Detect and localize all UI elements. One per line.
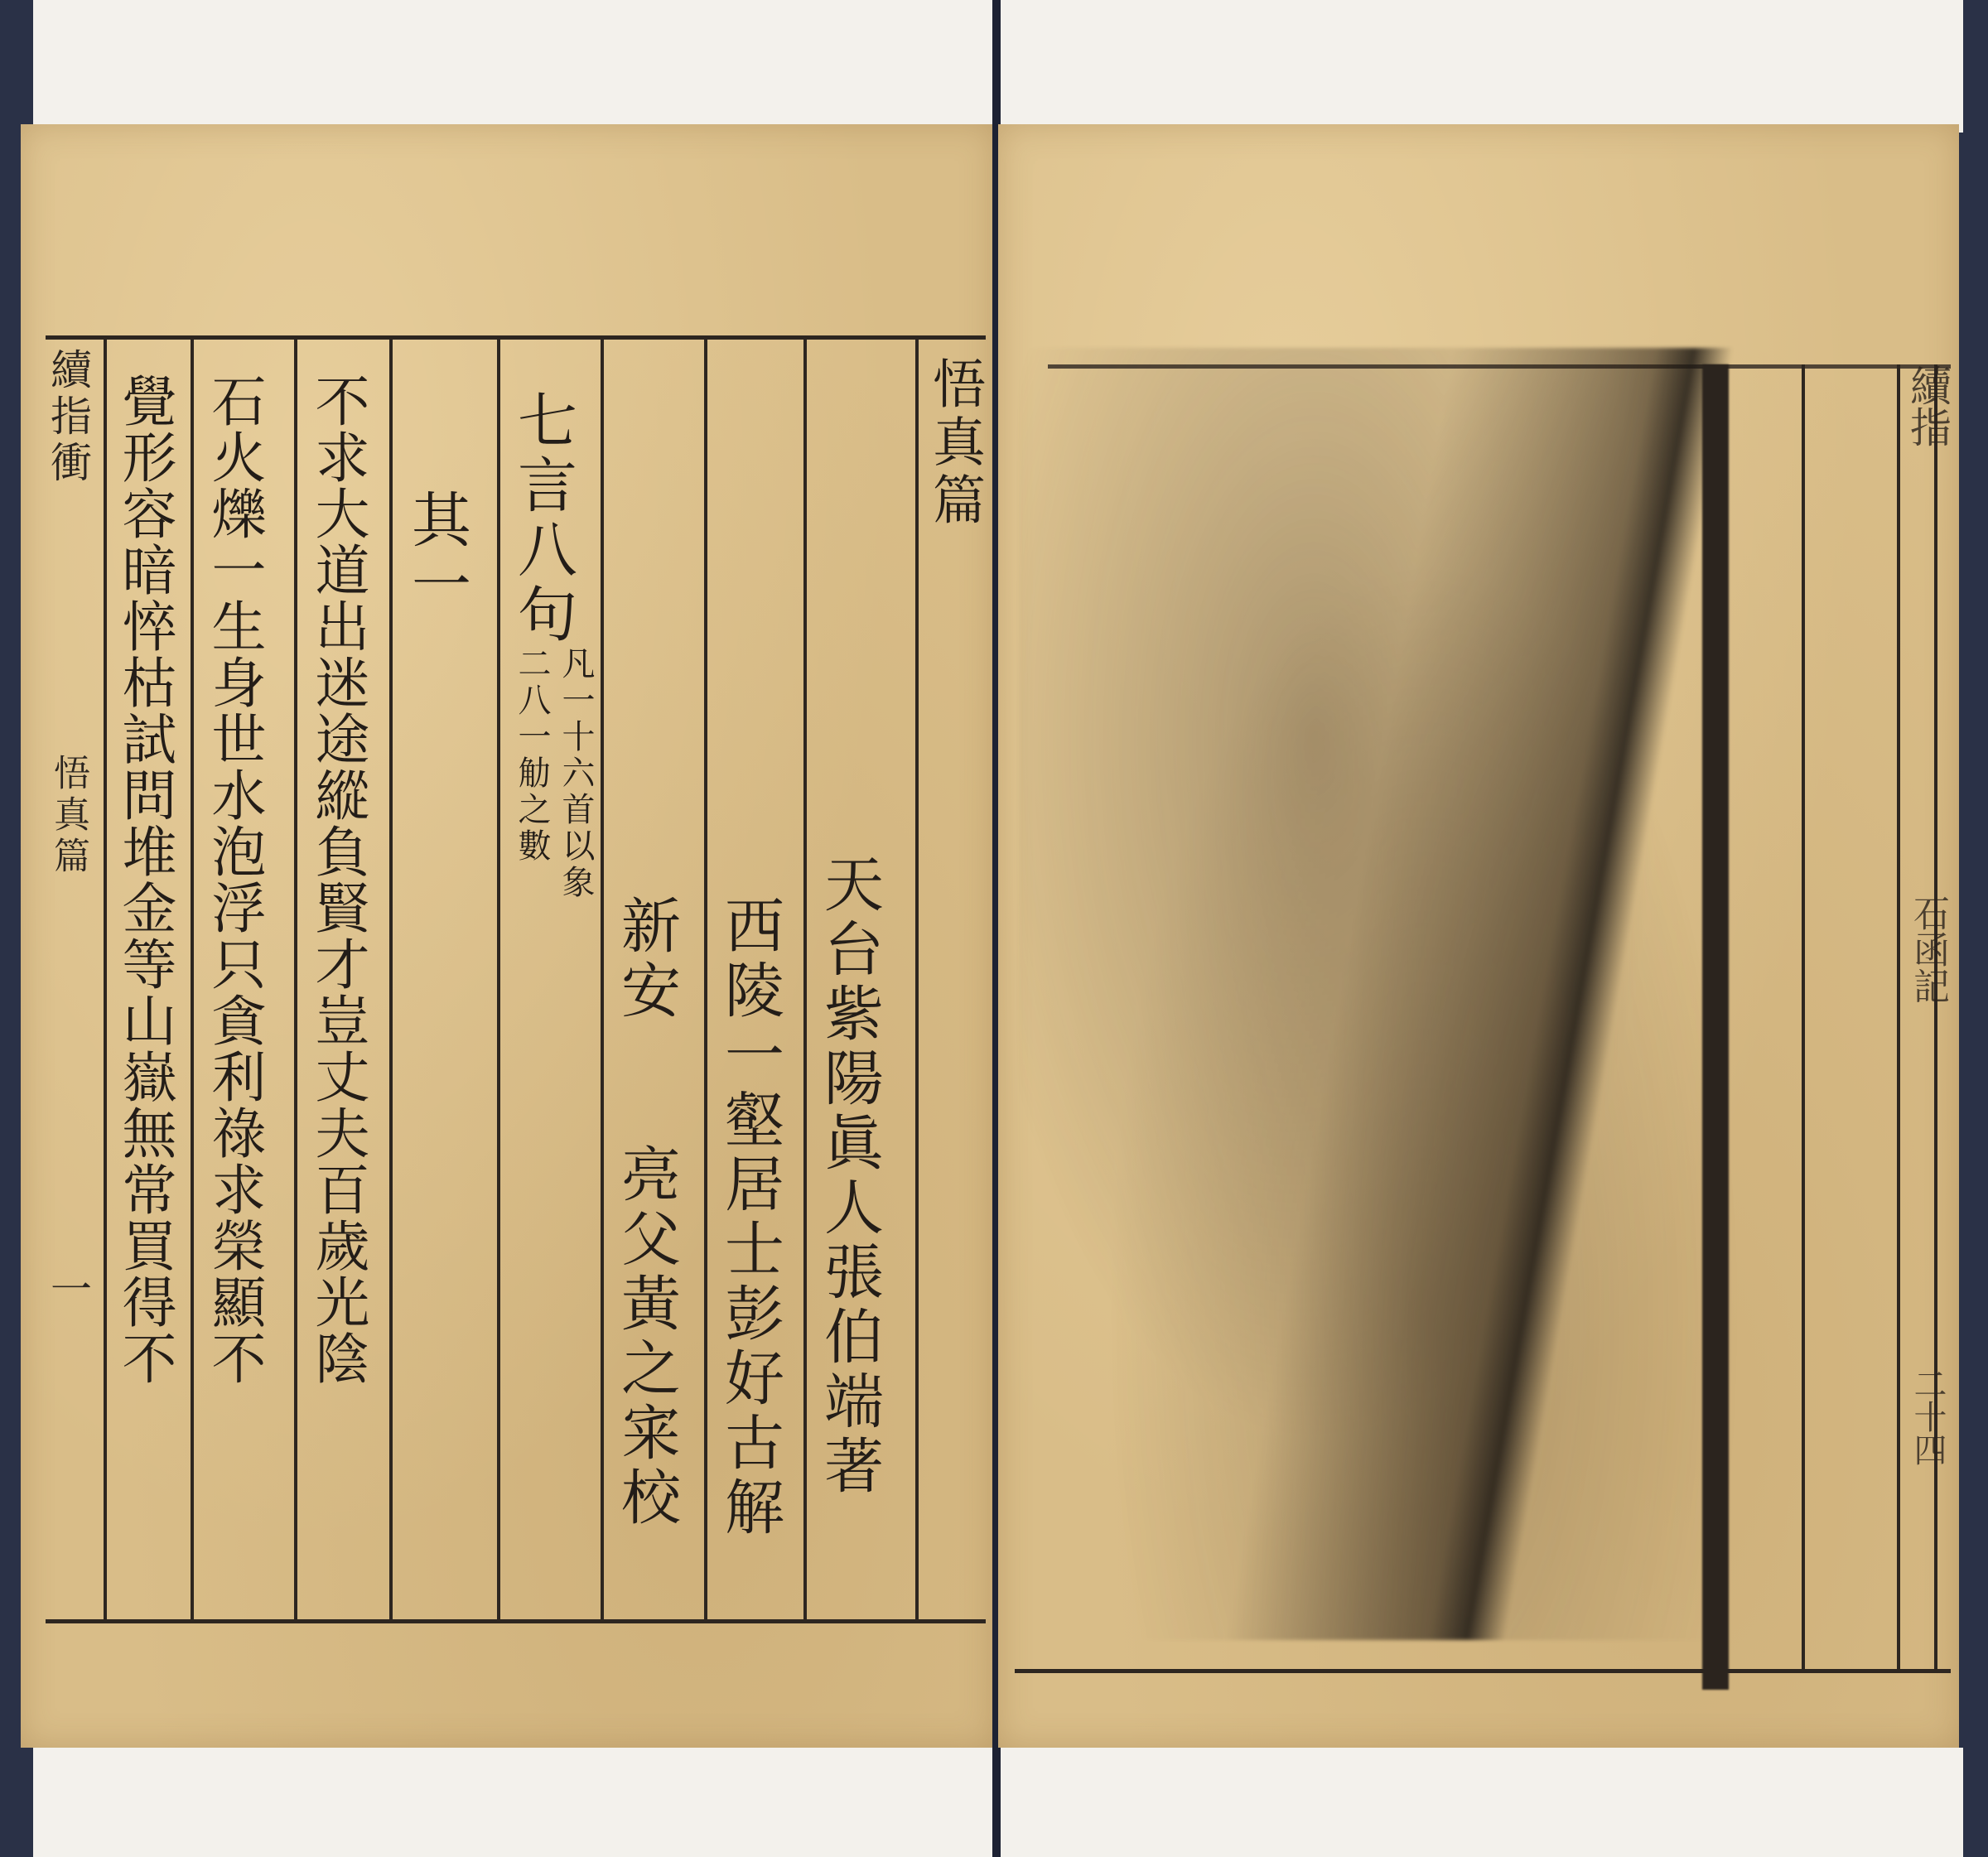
column-rule bbox=[191, 338, 194, 1622]
column-rule bbox=[803, 338, 807, 1622]
section-heading: 七言八句 bbox=[508, 389, 577, 648]
column-rule bbox=[1802, 364, 1805, 1673]
bottom-border-line bbox=[1015, 1669, 1951, 1673]
editor-line: 亮父黃之宷校 bbox=[611, 1143, 681, 1531]
poem-line: 覺形容暗悴枯試問堆金等山嶽無常買得不 bbox=[113, 373, 176, 1387]
editor-prefix: 新安 bbox=[611, 895, 681, 1024]
margin-section: 悟真篇 bbox=[47, 754, 89, 878]
margin-section: 石函記 bbox=[1907, 895, 1949, 1004]
book-title: 悟真篇 bbox=[924, 356, 985, 530]
section-note: 凡一十六首以象 bbox=[557, 646, 595, 901]
poem-line: 不求大道出迷途縱負賢才豈丈夫百歲光陰 bbox=[306, 373, 369, 1387]
author-line: 天台紫陽眞人張伯端著 bbox=[814, 853, 884, 1499]
commentator-line: 西陵一壑居士彭好古解 bbox=[715, 895, 784, 1541]
column-rule bbox=[915, 338, 919, 1622]
section-note: 二八一觔之數 bbox=[513, 646, 551, 865]
ink-offset-smear bbox=[1019, 348, 1756, 1640]
margin-page-number: 一 bbox=[44, 1267, 92, 1314]
top-border-line bbox=[46, 335, 986, 340]
ink-offset-bar bbox=[1702, 364, 1729, 1690]
margin-title: 續指衝 bbox=[44, 348, 92, 487]
left-page bbox=[21, 124, 994, 1748]
margin-rule bbox=[1934, 364, 1937, 1673]
column-rule bbox=[601, 338, 604, 1622]
poem-line: 石火爍一生身世水泡浮只貪利祿求榮顯不 bbox=[202, 373, 266, 1387]
column-rule bbox=[294, 338, 297, 1622]
column-rule bbox=[704, 338, 707, 1622]
column-rule bbox=[497, 338, 500, 1622]
margin-title: 續指 bbox=[1904, 364, 1952, 447]
poem-number: 其一 bbox=[402, 489, 471, 618]
margin-rule bbox=[104, 338, 107, 1622]
bottom-border-line bbox=[46, 1619, 986, 1623]
column-rule bbox=[389, 338, 393, 1622]
margin-page-number: 二十四 bbox=[1908, 1367, 1947, 1466]
column-rule bbox=[1897, 364, 1900, 1673]
